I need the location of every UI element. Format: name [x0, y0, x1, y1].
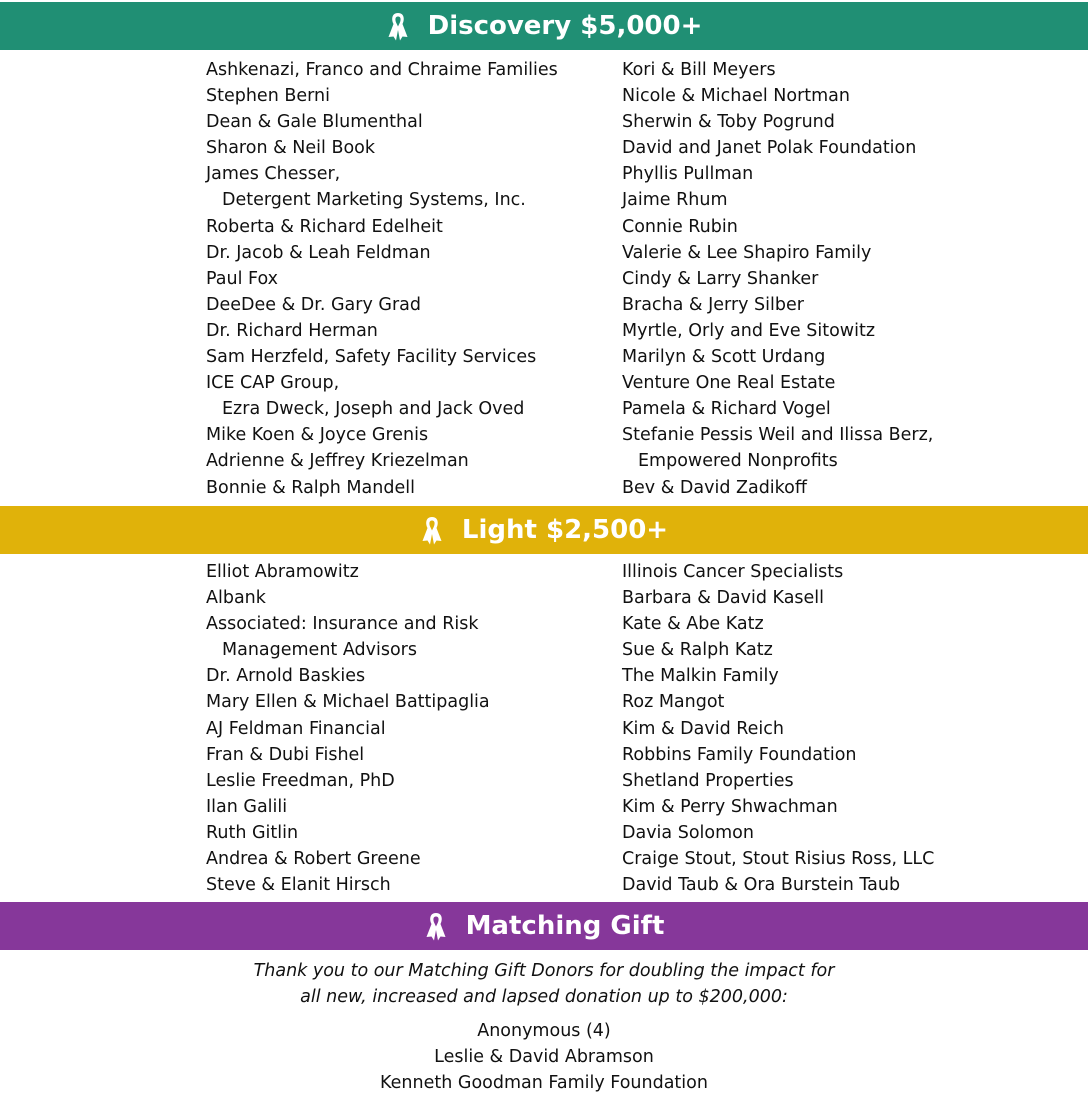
donor-name-continuation: Management Advisors — [222, 640, 417, 661]
donor-name: Ashkenazi, Franco and Chraime Families — [206, 60, 558, 80]
donor-name: Stephen Berni — [206, 86, 330, 107]
light-list-left — [206, 559, 490, 898]
discovery-list-right — [622, 57, 933, 501]
donor-name: Robbins Family Foundation — [622, 744, 857, 765]
donor-name: Kim & David Reich — [622, 718, 784, 739]
donor-name: Steve & Elanit Hirsch — [206, 875, 391, 896]
awareness-ribbon-icon — [424, 910, 448, 942]
donor-name: Kori & Bill Meyers — [622, 60, 776, 80]
donor-name: Elliot Abramowitz — [206, 562, 359, 582]
donor-name: Ruth Gitlin — [206, 822, 299, 843]
donor-name: Sharon & Neil Book — [206, 138, 376, 159]
discovery-title: Discovery $5,000+ — [427, 11, 703, 41]
donor-name: Sam Herzfeld, Safety Facility Services — [206, 347, 537, 368]
donor-name: Mary Ellen & Michael Battipaglia — [206, 692, 490, 713]
matching-donor: Kenneth Goodman Family Foundation — [380, 1073, 708, 1094]
donor-name: Davia Solomon — [622, 822, 754, 843]
matching-donor-list — [0, 1018, 1088, 1096]
donor-name: Roberta & Richard Edelheit — [206, 216, 443, 237]
matching-intro — [0, 958, 1088, 1010]
donor-name: Albank — [206, 588, 266, 609]
donor-name: Sherwin & Toby Pogrund — [622, 112, 835, 133]
donor-name: Kim & Perry Shwachman — [622, 796, 838, 817]
donor-name-continuation: Ezra Dweck, Joseph and Jack Oved — [222, 399, 525, 420]
donor-name: Dean & Gale Blumenthal — [206, 112, 423, 133]
donor-name: Mike Koen & Joyce Grenis — [206, 425, 429, 446]
donor-name: Paul Fox — [206, 268, 278, 289]
donor-name: Roz Mangot — [622, 692, 725, 713]
light-header — [0, 506, 1088, 554]
awareness-ribbon-icon — [386, 10, 410, 42]
donor-name: Bonnie & Ralph Mandell — [206, 477, 415, 498]
donor-name: Connie Rubin — [622, 216, 738, 237]
donor-name: Valerie & Lee Shapiro Family — [622, 242, 872, 263]
matching-donor: Leslie & David Abramson — [434, 1047, 654, 1068]
matching-title: Matching Gift — [465, 911, 665, 941]
matching-intro-line: Thank you to our Matching Gift Donors for doubling the impact for — [253, 961, 835, 981]
light-list-right — [622, 559, 934, 898]
donor-name: Associated: Insurance and Risk — [206, 614, 479, 635]
donor-name: David and Janet Polak Foundation — [622, 138, 917, 159]
discovery-header — [0, 2, 1088, 50]
donor-name: The Malkin Family — [622, 666, 779, 687]
light-title: Light $2,500+ — [461, 515, 669, 545]
donor-name: Craige Stout, Stout Risius Ross, LLC — [622, 849, 935, 870]
donor-name: Dr. Richard Herman — [206, 320, 378, 341]
donor-name: Dr. Jacob & Leah Feldman — [206, 242, 431, 263]
donor-name: Stefanie Pessis Weil and Ilissa Berz, — [622, 425, 934, 446]
donor-name: Pamela & Richard Vogel — [622, 399, 831, 420]
donor-name: Nicole & Michael Nortman — [622, 86, 850, 107]
donor-name: Myrtle, Orly and Eve Sitowitz — [622, 320, 876, 341]
donor-name: Sue & Ralph Katz — [622, 640, 773, 661]
donor-name: Marilyn & Scott Urdang — [622, 347, 826, 368]
donor-name: Fran & Dubi Fishel — [206, 744, 365, 765]
donor-name: Bracha & Jerry Silber — [622, 294, 804, 315]
discovery-list-left — [206, 57, 558, 501]
matching-section — [0, 958, 1088, 1096]
donor-name: Illinois Cancer Specialists — [622, 562, 844, 582]
donor-name: Bev & David Zadikoff — [622, 477, 807, 498]
awareness-ribbon-icon — [420, 514, 444, 546]
donor-name-continuation: Empowered Nonprofits — [638, 451, 838, 472]
donor-name: DeeDee & Dr. Gary Grad — [206, 294, 421, 315]
donor-name: Leslie Freedman, PhD — [206, 770, 395, 791]
donor-name: Andrea & Robert Greene — [206, 849, 421, 870]
donor-name: AJ Feldman Financial — [206, 718, 386, 739]
donor-name: Jaime Rhum — [622, 190, 728, 211]
donor-name: ICE CAP Group, — [206, 373, 340, 394]
matching-header — [0, 902, 1088, 950]
matching-intro-line: all new, increased and lapsed donation up to $200,000: — [300, 987, 788, 1007]
donor-name: Barbara & David Kasell — [622, 588, 825, 609]
donor-name: Adrienne & Jeffrey Kriezelman — [206, 451, 469, 472]
donor-name: David Taub & Ora Burstein Taub — [622, 875, 901, 896]
donor-name-continuation: Detergent Marketing Systems, Inc. — [222, 190, 526, 211]
donor-name: Venture One Real Estate — [622, 373, 836, 394]
donor-name: Dr. Arnold Baskies — [206, 666, 366, 687]
matching-donor: Anonymous (4) — [477, 1021, 611, 1041]
donor-name: Shetland Properties — [622, 770, 794, 791]
donor-name: Kate & Abe Katz — [622, 614, 764, 635]
donor-name: Phyllis Pullman — [622, 164, 754, 185]
donor-name: James Chesser, — [206, 164, 341, 185]
donor-name: Ilan Galili — [206, 796, 288, 817]
donor-name: Cindy & Larry Shanker — [622, 268, 819, 289]
